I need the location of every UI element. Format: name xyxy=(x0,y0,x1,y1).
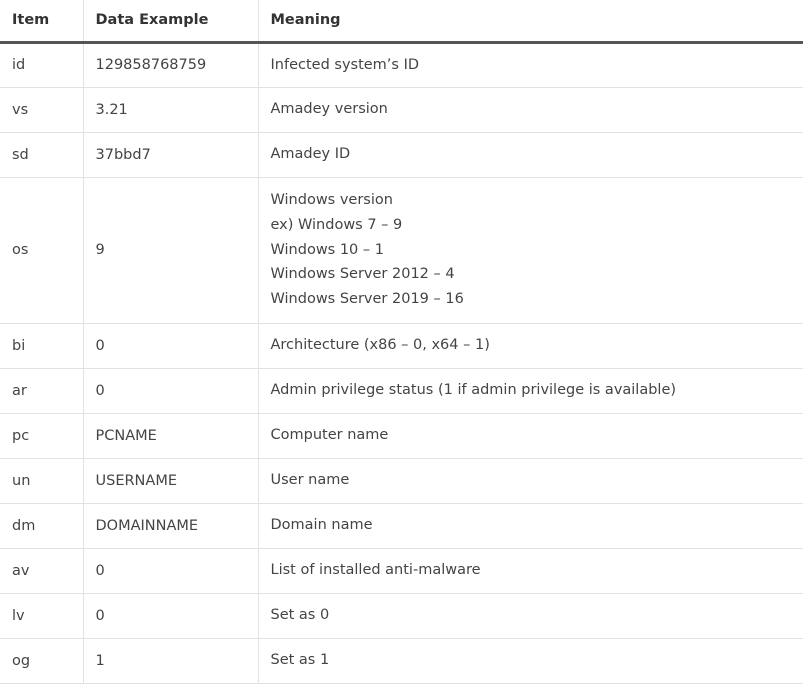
table-row xyxy=(0,87,803,132)
meaning-cell xyxy=(258,458,803,503)
meaning-cell xyxy=(258,548,803,593)
meaning-line: User name xyxy=(270,472,350,489)
meaning-line: Infected system’s ID xyxy=(270,56,420,73)
item-cell: pc xyxy=(0,413,83,458)
table-body xyxy=(0,42,803,683)
meaning-line: Windows Server 2019 – 16 xyxy=(270,291,464,308)
data-example-cell: 0 xyxy=(83,548,258,593)
header-data-example: Data Example xyxy=(83,0,258,42)
table-row xyxy=(0,132,803,177)
data-example-cell: 0 xyxy=(83,323,258,368)
meaning-line: Windows version xyxy=(270,192,393,209)
data-example-cell: 37bbd7 xyxy=(83,132,258,177)
meaning-cell xyxy=(258,413,803,458)
table-row xyxy=(0,458,803,503)
item-cell: bi xyxy=(0,323,83,368)
meaning-line: ex) Windows 7 – 9 xyxy=(270,216,403,233)
data-example-cell: DOMAINNAME xyxy=(83,503,258,548)
meaning-cell xyxy=(258,503,803,548)
data-example-cell: 0 xyxy=(83,593,258,638)
meaning-line: Amadey version xyxy=(270,101,388,118)
item-cell: dm xyxy=(0,503,83,548)
item-cell: ar xyxy=(0,368,83,413)
item-cell: sd xyxy=(0,132,83,177)
meaning-cell xyxy=(258,42,803,87)
table-row xyxy=(0,368,803,413)
meaning-line: Set as 0 xyxy=(270,607,330,624)
meaning-line: Windows 10 – 1 xyxy=(270,241,384,258)
meaning-cell xyxy=(258,593,803,638)
item-cell: lv xyxy=(0,593,83,638)
table-row xyxy=(0,548,803,593)
meaning-line: Windows Server 2012 – 4 xyxy=(270,266,455,283)
meaning-line: Amadey ID xyxy=(270,146,351,163)
table-row xyxy=(0,413,803,458)
meaning-line: Domain name xyxy=(270,517,373,534)
header-meaning: Meaning xyxy=(258,0,803,42)
item-cell: vs xyxy=(0,87,83,132)
meaning-cell xyxy=(258,638,803,683)
data-example-cell: 3.21 xyxy=(83,87,258,132)
table-row xyxy=(0,638,803,683)
item-cell: id xyxy=(0,42,83,87)
meaning-line: Computer name xyxy=(270,427,389,444)
table-row xyxy=(0,503,803,548)
meaning-cell xyxy=(258,177,803,323)
meaning-cell xyxy=(258,87,803,132)
meaning-line: Admin privilege status (1 if admin privilege is available) xyxy=(270,382,677,399)
table-row xyxy=(0,177,803,323)
meaning-cell xyxy=(258,132,803,177)
meaning-line: Set as 1 xyxy=(270,652,330,669)
data-example-cell: PCNAME xyxy=(83,413,258,458)
meaning-line: List of installed anti-malware xyxy=(270,562,481,579)
table-row xyxy=(0,42,803,87)
item-cell: av xyxy=(0,548,83,593)
meaning-line: Architecture (x86 – 0, x64 – 1) xyxy=(270,337,490,354)
data-example-cell: USERNAME xyxy=(83,458,258,503)
item-cell: os xyxy=(0,177,83,323)
data-example-cell: 0 xyxy=(83,368,258,413)
item-cell: un xyxy=(0,458,83,503)
data-example-cell: 1 xyxy=(83,638,258,683)
data-example-cell: 129858768759 xyxy=(83,42,258,87)
data-example-cell: 9 xyxy=(83,177,258,323)
meaning-cell xyxy=(258,368,803,413)
item-cell: og xyxy=(0,638,83,683)
table-row xyxy=(0,323,803,368)
table-row xyxy=(0,593,803,638)
table-header-row xyxy=(0,0,803,42)
meaning-cell xyxy=(258,323,803,368)
header-item: Item xyxy=(0,0,83,42)
